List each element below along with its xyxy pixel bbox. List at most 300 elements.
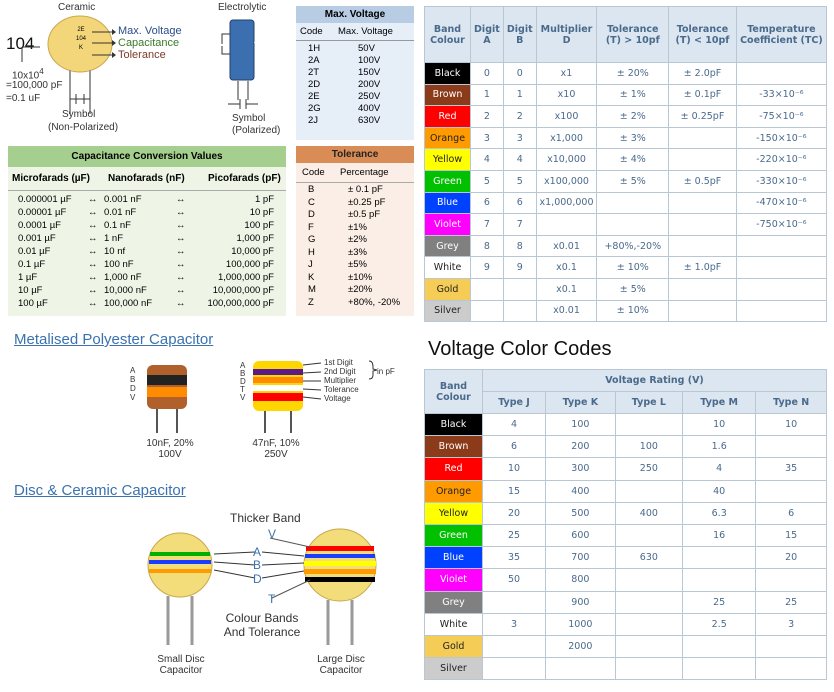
disc-link[interactable]: Disc & Ceramic Capacitor [14,482,186,499]
band-header: Temperature Coefficient (TC) [736,7,826,63]
max-voltage-row [300,43,410,55]
value-cell: 6 [503,192,536,214]
tolerance-row [302,272,408,285]
value-cell: 6 [756,502,827,524]
value-cell: 1 [503,84,536,106]
small-disc-label: Small Disc Capacitor [157,654,205,676]
arrow-icon: ↔ [176,220,186,231]
value-cell: 3 [503,127,536,149]
value-cell: 100 [546,414,616,436]
uf-cell: 0.000001 µF [18,194,72,205]
voltage-color-codes-title: Voltage Color Codes [428,338,612,360]
value-cell [597,214,669,236]
value-cell: 4 [683,458,756,480]
pf-cell: 10,000 pF [231,246,274,257]
percent-cell: ±0.5 pF [348,209,381,220]
code-cell: D [308,209,315,220]
value-cell: 2000 [546,635,616,657]
value-cell: 7 [503,214,536,236]
nf-cell: 100,000 nF [104,298,153,309]
value-cell: 500 [546,502,616,524]
nf-cell: 100 nF [104,259,134,270]
value-cell: x1,000,000 [536,192,597,214]
value-cell: 6 [483,436,546,458]
colour-cell: Blue [425,192,471,214]
nf-cell: 1 nF [104,233,124,244]
colour-cell: Orange [425,480,483,502]
max-voltage-row [300,67,410,79]
percent-cell: ±20% [348,284,373,295]
arrow-icon: ↔ [88,285,98,296]
tolerance-row [302,222,408,235]
value-cell [615,613,682,635]
table-row [425,127,827,149]
voltage-cell: 200V [358,79,381,90]
conversion-title: Capacitance Conversion Values [8,146,286,167]
value-cell: x0.01 [536,235,597,257]
nf-cell: 0.1 nF [104,220,131,231]
value-cell: x10,000 [536,149,597,171]
max-voltage-row [300,115,410,127]
value-cell: ± 10% [597,257,669,279]
code-cell: 2E [308,91,320,102]
value-cell: ± 2% [597,106,669,128]
value-cell: ± 20% [597,63,669,85]
band-header: Digit A [471,7,504,63]
max-voltage-table [296,6,414,140]
colour-cell: Yellow [425,502,483,524]
code-cell: C [308,196,315,208]
value-cell: 10 [483,458,546,480]
colour-cell: Gold [425,278,471,300]
value-cell: 2 [471,106,504,128]
polyester-link[interactable]: Metalised Polyester Capacitor [14,331,214,348]
value-cell [683,569,756,591]
value-cell: x1,000 [536,127,597,149]
value-cell: ± 3% [597,127,669,149]
value-cell: -150×10⁻⁶ [736,127,826,149]
value-cell [615,658,682,680]
value-cell: 250 [615,458,682,480]
value-cell [615,414,682,436]
max-voltage-row [300,55,410,67]
ceramic-code: 104 [6,34,35,53]
code-cell: F [308,221,314,233]
value-cell: x10 [536,84,597,106]
conversion-row [18,232,280,245]
band-header: Multiplier D [536,7,597,63]
conversion-row [18,206,280,219]
table-row [425,63,827,85]
value-cell [597,192,669,214]
pf-cell: 1 pF [254,194,274,205]
arrow-icon: ↔ [176,259,186,270]
value-cell: 50 [483,569,546,591]
percent-cell: ±10% [348,271,373,283]
pf-cell: 1,000 pF [236,233,274,244]
disc-letter-d: D [253,572,262,586]
value-cell [669,278,737,300]
value-cell [536,214,597,236]
pf-cell: 100,000,000 pF [207,298,274,309]
colour-bands-label: Colour Bands And Tolerance [223,611,301,639]
value-cell: 9 [503,257,536,279]
value-cell: 300 [546,458,616,480]
conversion-row [18,258,280,271]
tolerance-row [302,209,408,222]
code-cell: H [308,246,315,258]
nf-cell: 0.001 nF [104,194,142,205]
uf-cell: 0.1 µF [18,259,46,270]
voltage-rating-table [424,369,827,680]
polyester-letters-2: A B D T V [240,361,246,402]
polyester-caption-2: 47nF, 10% 250V [252,438,300,460]
value-cell [683,547,756,569]
value-cell: 0 [503,63,536,85]
percent-cell: ± 0.1 pF [348,184,383,195]
code-cell: 2G [308,103,321,114]
tolerance-row [302,284,408,297]
symbol-label-2: Symbol [232,113,266,124]
disc-letter-t: T [268,592,276,606]
value-cell: x0.1 [536,257,597,279]
arrow-icon: ↔ [176,207,186,218]
value-cell: 4 [471,149,504,171]
band-colour-table [424,6,827,322]
value-cell: -750×10⁻⁶ [736,214,826,236]
max-voltage-label: Max. Voltage [118,25,182,37]
table-row [425,635,827,657]
voltage-cell: 150V [358,67,381,78]
value-cell: 600 [546,524,616,546]
electrolytic-capacitor-icon [200,14,280,114]
value-cell [669,235,737,257]
percent-cell: ±1% [348,221,367,233]
value-cell: 8 [471,235,504,257]
band-header: Tolerance (T) < 10pf [669,7,737,63]
table-row [425,436,827,458]
code-cell: 2T [308,67,320,78]
colour-cell: Brown [425,436,483,458]
value-cell: -75×10⁻⁶ [736,106,826,128]
tolerance-title: Tolerance [296,146,414,163]
tolerance-row [302,234,408,247]
type-header: Type M [683,392,756,414]
colour-cell: Grey [425,235,471,257]
value-cell: 700 [546,547,616,569]
conversion-row [18,219,280,232]
value-cell: ± 0.5pF [669,170,737,192]
value-cell: ± 0.25pF [669,106,737,128]
code-cell: M [308,284,316,295]
non-polarized-label: (Non-Polarized) [48,122,119,133]
in-pf-label: in pF [377,367,395,376]
colour-cell: Yellow [425,149,471,171]
code-cell: G [308,234,316,245]
max-voltage-row [300,91,410,103]
arrow-icon: ↔ [88,246,98,257]
value-cell: 15 [483,480,546,502]
arrow-icon: ↔ [176,194,186,205]
value-cell [471,278,504,300]
code-cell: 2A [308,55,320,66]
arrow-icon: ↔ [88,233,98,244]
arrow-icon: ↔ [88,220,98,231]
value-cell: ± 5% [597,278,669,300]
type-header: Type K [546,392,616,414]
pf-cell: 10 pF [249,207,274,218]
value-cell: 10 [683,414,756,436]
value-cell [756,658,827,680]
percent-cell: ±0.25 pF [348,196,386,208]
uf-cell: 100 µF [18,298,48,309]
colour-cell: Silver [425,300,471,322]
colour-cell: Black [425,414,483,436]
value-cell: x100,000 [536,170,597,192]
value-cell [736,278,826,300]
table-row [425,300,827,322]
max-voltage-row [300,79,410,91]
value-cell [683,635,756,657]
colour-cell: Brown [425,84,471,106]
value-cell: 400 [615,502,682,524]
table-row [425,458,827,480]
value-cell: 800 [546,569,616,591]
code-cell: B [308,184,315,195]
code-cell: K [308,271,315,283]
type-header: Type J [483,392,546,414]
value-cell: 20 [483,502,546,524]
code-cell: J [308,259,313,270]
conversion-header: Microfarads (µF) Nanofarads (nF) Picofarads (pF) [8,167,286,191]
value-cell: -470×10⁻⁶ [736,192,826,214]
value-cell: x100 [536,106,597,128]
value-cell [669,149,737,171]
type-header: Type L [615,392,682,414]
value-cell: 25 [683,591,756,613]
value-cell: x0.1 [536,278,597,300]
value-cell: 35 [756,458,827,480]
polyester-letters-1: A B D V [130,366,136,402]
conversion-row [18,271,280,284]
code-cell: 1H [308,43,321,54]
tolerance-header: Code Percentage [296,163,414,183]
max-voltage-header: Code Max. Voltage [296,23,414,41]
value-cell: 2 [503,106,536,128]
code-cell: 2J [308,115,319,126]
tolerance-label: Tolerance [118,49,166,61]
value-cell: ± 0.1pF [669,84,737,106]
value-cell: 20 [756,547,827,569]
value-cell: 400 [546,480,616,502]
tolerance-row [302,184,408,197]
value-cell [736,257,826,279]
arrow-icon: ↔ [176,285,186,296]
value-cell [615,524,682,546]
table-row [425,84,827,106]
table-row [425,547,827,569]
thicker-band-label: Thicker Band [230,511,301,525]
value-cell: 2.5 [683,613,756,635]
value-cell [736,300,826,322]
voltage-cell: 250V [358,91,381,102]
table-row [425,149,827,171]
conversion-row [18,284,280,297]
value-cell: 16 [683,524,756,546]
value-cell [683,658,756,680]
voltage-cell: 100V [358,55,381,66]
value-cell: ± 2.0pF [669,63,737,85]
capacitance-label: Capacitance [118,37,180,49]
table-row [425,480,827,502]
conversion-row [18,245,280,258]
percent-cell: ±2% [348,234,367,245]
nf-cell: 1,000 nF [104,272,142,283]
value-cell: 40 [683,480,756,502]
electrolytic-body-text: 10µF 50v [253,32,263,67]
uf-cell: 0.0001 µF [18,220,61,231]
table-row [425,235,827,257]
uf-cell: 10 µF [18,285,43,296]
value-cell: 0 [471,63,504,85]
value-cell: 35 [483,547,546,569]
value-cell: 3 [756,613,827,635]
value-cell [736,235,826,257]
table-row [425,414,827,436]
arrow-icon: ↔ [88,207,98,218]
value-cell [756,569,827,591]
value-cell [615,635,682,657]
colour-cell: White [425,257,471,279]
value-cell: 8 [503,235,536,257]
value-cell: ± 10% [597,300,669,322]
arrow-icon: ↔ [176,246,186,257]
value-cell: 9 [471,257,504,279]
band-header: Band Colour [425,7,471,63]
colour-cell: Violet [425,569,483,591]
table-row [425,524,827,546]
ceramic-code-marks: 2E 104 K [75,27,86,51]
value-cell [615,480,682,502]
value-cell: ± 5% [597,170,669,192]
percent-cell: +80%, -20% [348,296,401,308]
colour-cell: White [425,613,483,635]
pf-cell: 100,000 pF [225,259,274,270]
table-row [425,502,827,524]
value-cell [669,300,737,322]
electrolytic-title: Electrolytic [218,2,267,13]
value-cell: x0.01 [536,300,597,322]
pf-cell: 10,000,000 pF [212,285,274,296]
uf-cell: 0.01 µF [18,246,51,257]
calc-line-1: $10x10^4$ [12,67,44,82]
colour-cell: Black [425,63,471,85]
disc-letter-b: B [253,558,262,572]
value-cell: ± 1.0pF [669,257,737,279]
colour-cell: Violet [425,214,471,236]
value-cell: 15 [756,524,827,546]
code-cell: 2D [308,79,321,90]
value-cell: 10 [756,414,827,436]
percent-cell: ±5% [348,259,367,270]
uf-cell: 1 µF [18,272,38,283]
tolerance-row [302,197,408,210]
value-cell [669,192,737,214]
disc-letter-a: A [253,545,262,559]
value-cell: 4 [483,414,546,436]
value-cell: 6.3 [683,502,756,524]
tolerance-row [302,259,408,272]
tolerance-row [302,297,408,310]
nf-cell: 0.01 nF [104,207,137,218]
nf-cell: 10 nf [104,246,126,257]
arrow-icon: ↔ [176,233,186,244]
value-cell [483,635,546,657]
band-header: Tolerance (T) > 10pf [597,7,669,63]
voltage-cell: 630V [358,115,381,126]
value-cell: 630 [615,547,682,569]
table-row [425,192,827,214]
value-cell: 200 [546,436,616,458]
value-cell [756,635,827,657]
conversion-table [8,146,286,316]
colour-cell: Red [425,458,483,480]
colour-cell: Green [425,170,471,192]
voltage-rating-header: Voltage Rating (V) [483,370,827,392]
value-cell [615,591,682,613]
ceramic-title: Ceramic [58,2,96,13]
value-cell: 5 [503,170,536,192]
conversion-row [18,297,280,310]
value-cell [736,63,826,85]
arrow-icon: ↔ [176,272,186,283]
value-cell: 3 [483,613,546,635]
value-cell [669,127,737,149]
colour-cell: Green [425,524,483,546]
value-cell: 6 [471,192,504,214]
colour-cell: Silver [425,658,483,680]
colour-cell: Gold [425,635,483,657]
table-row [425,278,827,300]
table-row [425,106,827,128]
band-header: Digit B [503,7,536,63]
value-cell [471,300,504,322]
calc-line-2: =100,000 pF [6,80,63,91]
value-cell: ± 4% [597,149,669,171]
value-cell: 7 [471,214,504,236]
value-cell [615,569,682,591]
value-cell [483,658,546,680]
arrow-icon: ↔ [88,298,98,309]
arrow-icon: ↔ [176,298,186,309]
band-colour-header: Band Colour [425,370,483,414]
conversion-row [18,193,280,206]
code-cell: Z [308,296,314,308]
table-row [425,658,827,680]
value-cell: x1 [536,63,597,85]
arrow-icon: ↔ [88,272,98,283]
pf-cell: 1,000,000 pF [218,272,274,283]
table-row [425,257,827,279]
polarized-label: (Polarized) [232,125,281,136]
value-cell: +80%,-20% [597,235,669,257]
value-cell [546,658,616,680]
uf-cell: 0.001 µF [18,233,56,244]
tolerance-table [296,146,414,316]
table-row [425,591,827,613]
value-cell [756,436,827,458]
polyester-band-labels: 1st Digit 2nd Digit Multiplier Tolerance Voltage [324,358,359,403]
